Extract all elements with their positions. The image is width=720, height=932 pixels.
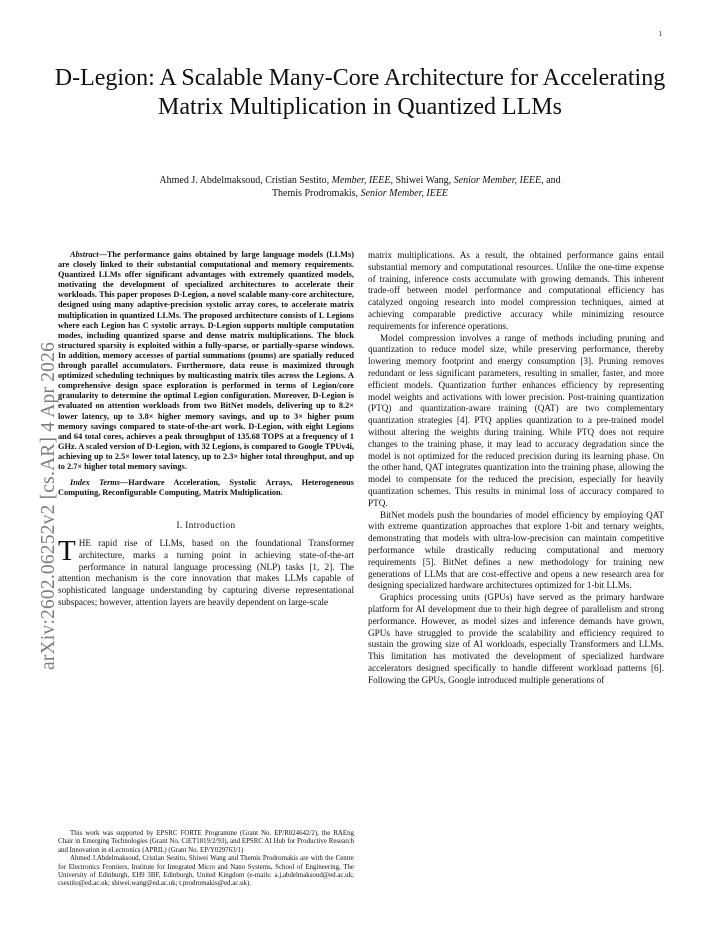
body-paragraph-4: Graphics processing units (GPUs) have served as the primary hardware platform for AI development due to their high degree of parallelism and strong performance. However, as model sizes and inference demands have grown, GPUs have struggled to provide the scalability and efficiency required to sustain the growing size of AI workloads, especially Transformers and LLMs. This limitation has motivated the development of specialized hardware accelerators designed specifically to handle different workload patterns [6]. Following the GPUs, Google introduced multiple generations of [368, 592, 664, 685]
drop-cap: T [58, 535, 76, 568]
affiliation-footnote: Ahmed J.Abdelmaksoud, Cristian Sestito, Shiwei Wang and Themis Prodromakis are with the Centre for Electronics Frontiers, Institute for Integrated Micro and Nano Systems, School of Engineering, The University of Edinburgh, EH9 3BF, Edinburgh, United Kingdom (e-mails: a.j.abdelmaksoud@ed.ac.uk; csestito@ed.ac.uk; shiwei.wang@ed.ac.uk; t.prodromakis@ed.ac.uk). [58, 855, 354, 888]
arxiv-watermark [12, 270, 59, 670]
index-terms [58, 478, 354, 498]
authors-line-2: Themis Prodromakis, Senior Member, IEEE [271, 188, 449, 199]
ieee-membership: Member, IEEE [331, 175, 391, 186]
authors-line-1: Ahmed J. Abdelmaksoud, Cristian Sestito, Member, IEEE, Shiwei Wang, Senior Member, IEEE, and [159, 175, 561, 186]
arxiv-id: arXiv:2602.06252v2 [cs.AR] 4 Apr 2026 [38, 341, 59, 670]
abstract-text: —The performance gains obtained by large language models (LLMs) are closely linked to their substantial computational and memory requirements. Quantized LLMs offer significant advantages with extremely quantized models, motivating the development of specialized architectures to accelerate their workloads. This paper proposes D-Legion, a novel scalable many-core architecture, designed using many adaptive-precision systolic array cores, to accelerate matrix multiplication in quantized LLMs. The proposed architecture consists of L Legions where each Legion has C systolic arrays. D-Legion supports multiple computation modes, including quantized sparse and dense matrix multiplications. The block structured sparsity is exploited within a fully-sparse, or partially-sparse windows. In addition, memory accesses of partial summations (psums) are spatially reduced through parallel accumulators. Furthermore, data reuse is maximized through optimized scheduling techniques by multicasting matrix tiles across the Legions. A comprehensive design space exploration is performed in terms of Legion/core granularity to determine the optimal Legion configuration. Moreover, D-Legion is evaluated on attention workloads from two BitNet models, delivering up to 8.2× lower latency, up to 3.8× higher memory savings, and up to 3× higher psum memory savings compared to state-of-the-art work. D-Legion, with eight Legions and 64 total cores, achieves a peak throughput of 135.68 TOPS at a frequency of 1 GHz. A scaled version of D-Legion, with 32 Legions, is compared to Google TPUv4i, achieving up to 2.5× lower total latency, up to 2.3× higher total throughput, and up to 2.7× higher total memory savings. [58, 250, 354, 471]
paper-title: D-Legion: A Scalable Many-Core Architecture for Accelerating Matrix Multiplication in Quantized LLMs [54, 65, 666, 120]
right-column [368, 250, 664, 686]
body-paragraph-2: Model compression involves a range of methods including pruning and quantization to reduce model size, while preserving performance, thereby lowering memory footprint and energy consumption [3]. Pruning removes redundant or less significant parameters, resulting in smaller, faster, and more efficient models. Quantization further enhances efficiency by representing model weights and activations with lower precision. Post-training quantization (PTQ) and quantization-aware training (QAT) are two complementary quantization strategies [4]. PTQ applies quantization to a pre-trained model without altering the weights during training. While PTQ does not require changes to the training phase, it may lead to accuracy degradation since the model is not optimized for the reduced precision during its learning phase. On the other hand, QAT integrates quantization into the training phase, allowing the model to compensate for the reduced the precision, especially for heavily quantization schemes. This results in minimal loss of accuracy compared to PTQ. [368, 332, 664, 508]
author-list [80, 174, 640, 200]
page-number: 1 [658, 30, 662, 38]
ieee-membership: Senior Member, IEEE [360, 188, 449, 199]
index-terms-label: Index Terms [70, 478, 120, 488]
footnotes [58, 830, 354, 889]
abstract [58, 250, 354, 472]
intro-paragraph-text: HE rapid rise of LLMs, based on the foundational Transformer architecture, marks a turning point in achieving state-of-the-art performance in natural language processing (NLP) tasks [1, 2]. The attention mechanism is the core innovation that makes LLMs capable of sophisticated language understanding by capturing diverse representational subspaces; however, attention layers are heavily dependent on large-scale [58, 538, 354, 608]
body-paragraph-1: matrix multiplications. As a result, the obtained performance gains entail substantial memory and computational resources. Unlike the one-time expense of training, inference costs accumulate with growing demands. This inherent trade-off between model performance and computational efficiency has catalyzed ongoing research into model compression techniques, aimed at achieving comparable predictive accuracy while minimizing resource requirements for inference operations. [368, 250, 664, 331]
left-column [58, 250, 354, 609]
body-paragraph-3: BitNet models push the boundaries of model efficiency by employing QAT with extreme quantization approaches that explore 1-bit and ternary weights, demonstrating that models with ultra-low-precision can maintain competitive performance while drastically reducing computational and memory requirements [5]. BitNet defines a new methodology for training new generations of LLMs that are cost-effective and opens a new research area for designing specialized hardware architectures optimized for 1-bit LLMs. [368, 509, 664, 591]
section-heading-introduction: I. Introduction [176, 520, 236, 531]
index-terms-text: —Hardware Acceleration, Systolic Arrays, Heterogeneous Computing, Reconfigurable Computing, Matrix Multiplication. [58, 478, 355, 498]
funding-footnote: This work was supported by EPSRC FORTE Programme (Grant No. EP/R024642/2), the RAEng Chair in Emerging Technologies (Grant No. CiET1819/2/93), and EPSRC AI Hub for Productive Research and Innovation in eLectronics (APRIL) (Grant No. EP/Y029763/1) [58, 830, 354, 854]
abstract-label: Abstract [70, 250, 99, 259]
intro-paragraph [58, 535, 354, 609]
ieee-membership: Senior Member, IEEE [453, 175, 542, 186]
